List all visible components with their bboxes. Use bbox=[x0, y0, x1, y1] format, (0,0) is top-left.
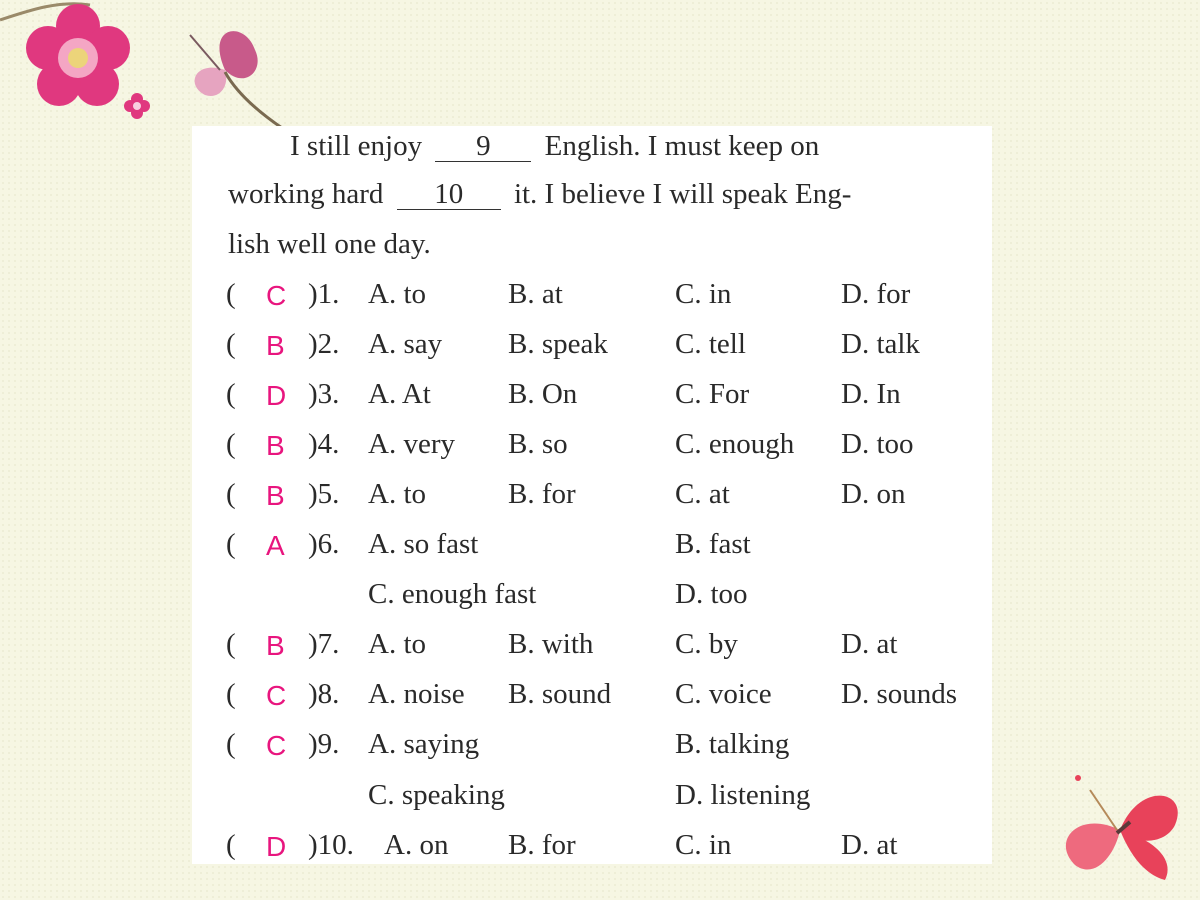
option-b: B. talking bbox=[675, 728, 790, 760]
option-a: A. to bbox=[368, 478, 426, 510]
passage-text: I still enjoy bbox=[290, 130, 423, 162]
option-c: C. at bbox=[675, 478, 730, 510]
question-row: ( C )1. A. to B. at C. in D. for bbox=[226, 278, 911, 311]
option-d: D. too bbox=[841, 428, 914, 460]
question-number: )5. bbox=[308, 478, 340, 510]
option-c: C. in bbox=[675, 829, 732, 861]
option-d: D. talk bbox=[841, 328, 920, 360]
blank-10: 10 bbox=[397, 179, 501, 210]
option-c: C. enough bbox=[675, 428, 795, 460]
blank-9: 9 bbox=[435, 131, 531, 162]
pink-flower-icon bbox=[0, 0, 300, 140]
question-number: )3. bbox=[308, 378, 340, 410]
passage-text: English. I must keep on bbox=[544, 130, 820, 162]
passage-line-3 bbox=[228, 228, 431, 261]
option-c: C. in bbox=[675, 278, 732, 310]
question-row: ( A )6. A. so fast B. fast bbox=[226, 528, 751, 561]
option-b: B. fast bbox=[675, 528, 751, 560]
option-c: C. enough fast bbox=[368, 578, 537, 610]
option-c: C. speaking bbox=[368, 779, 505, 811]
option-a: A. noise bbox=[368, 678, 465, 710]
option-d: D. In bbox=[841, 378, 901, 410]
option-a: A. saying bbox=[368, 728, 480, 760]
option-c: C. For bbox=[675, 378, 750, 410]
question-row: ( D )10. A. on B. for C. in D. at bbox=[226, 829, 898, 862]
option-a: A. so fast bbox=[368, 528, 479, 560]
answer-letter: B bbox=[266, 630, 285, 661]
option-a: A. to bbox=[368, 278, 426, 310]
passage-text: lish well one day. bbox=[228, 228, 431, 260]
question-row: ( B )7. A. to B. with C. by D. at bbox=[226, 628, 898, 661]
answer-letter: B bbox=[266, 480, 285, 511]
option-a: A. say bbox=[368, 328, 443, 360]
option-b: B. for bbox=[508, 829, 576, 861]
butterfly-icon bbox=[1030, 760, 1200, 900]
question-number: )8. bbox=[308, 678, 340, 710]
question-row-continued bbox=[192, 779, 992, 819]
answer-letter: C bbox=[266, 730, 287, 761]
option-a: A. At bbox=[368, 378, 431, 410]
passage-line-1 bbox=[290, 130, 819, 163]
answer-letter: D bbox=[266, 831, 287, 862]
option-d: D. too bbox=[675, 578, 748, 610]
option-d: D. for bbox=[841, 278, 911, 310]
option-b: B. for bbox=[508, 478, 576, 510]
option-b: B. at bbox=[508, 278, 563, 310]
question-row: ( C )8. A. noise B. sound C. voice D. sounds bbox=[226, 678, 958, 711]
option-d: D. sounds bbox=[841, 678, 958, 710]
option-a: A. very bbox=[368, 428, 455, 460]
option-c: C. by bbox=[675, 628, 738, 660]
option-b: B. with bbox=[508, 628, 594, 660]
question-number: )7. bbox=[308, 628, 340, 660]
answer-letter: C bbox=[266, 280, 287, 311]
question-number: )1. bbox=[308, 278, 340, 310]
passage-text: working hard bbox=[228, 178, 384, 210]
question-number: )6. bbox=[308, 528, 340, 560]
option-b: B. On bbox=[508, 378, 578, 410]
option-c: C. voice bbox=[675, 678, 772, 710]
passage-line-2 bbox=[228, 178, 851, 211]
question-row: ( C )9. A. saying B. talking bbox=[226, 728, 790, 761]
butterfly-icon bbox=[190, 31, 285, 130]
answer-letter: D bbox=[266, 380, 287, 411]
option-b: B. sound bbox=[508, 678, 612, 710]
passage-text: it. I believe I will speak Eng- bbox=[513, 178, 852, 210]
option-a: A. on bbox=[384, 829, 449, 861]
option-d: D. at bbox=[841, 628, 898, 660]
question-number: )2. bbox=[308, 328, 340, 360]
option-d: D. on bbox=[841, 478, 906, 510]
answer-letter: C bbox=[266, 680, 287, 711]
option-d: D. at bbox=[841, 829, 898, 861]
question-row: ( B )4. A. very B. so C. enough D. too bbox=[226, 428, 914, 461]
answer-letter: B bbox=[266, 330, 285, 361]
option-a: A. to bbox=[368, 628, 426, 660]
question-row-continued bbox=[192, 578, 992, 618]
option-c: C. tell bbox=[675, 328, 746, 360]
exercise-card bbox=[192, 126, 992, 864]
question-row: ( B )5. A. to B. for C. at D. on bbox=[226, 478, 906, 511]
question-number: )9. bbox=[308, 728, 340, 760]
question-row: ( D )3. A. At B. On C. For D. In bbox=[226, 378, 901, 411]
question-number: )4. bbox=[308, 428, 340, 460]
answer-letter: B bbox=[266, 430, 285, 461]
answer-letter: A bbox=[266, 530, 285, 561]
option-b: B. speak bbox=[508, 328, 608, 360]
question-number: )10. bbox=[308, 829, 354, 861]
option-d: D. listening bbox=[675, 779, 811, 811]
option-b: B. so bbox=[508, 428, 568, 460]
question-row: ( B )2. A. say B. speak C. tell D. talk bbox=[226, 328, 920, 361]
